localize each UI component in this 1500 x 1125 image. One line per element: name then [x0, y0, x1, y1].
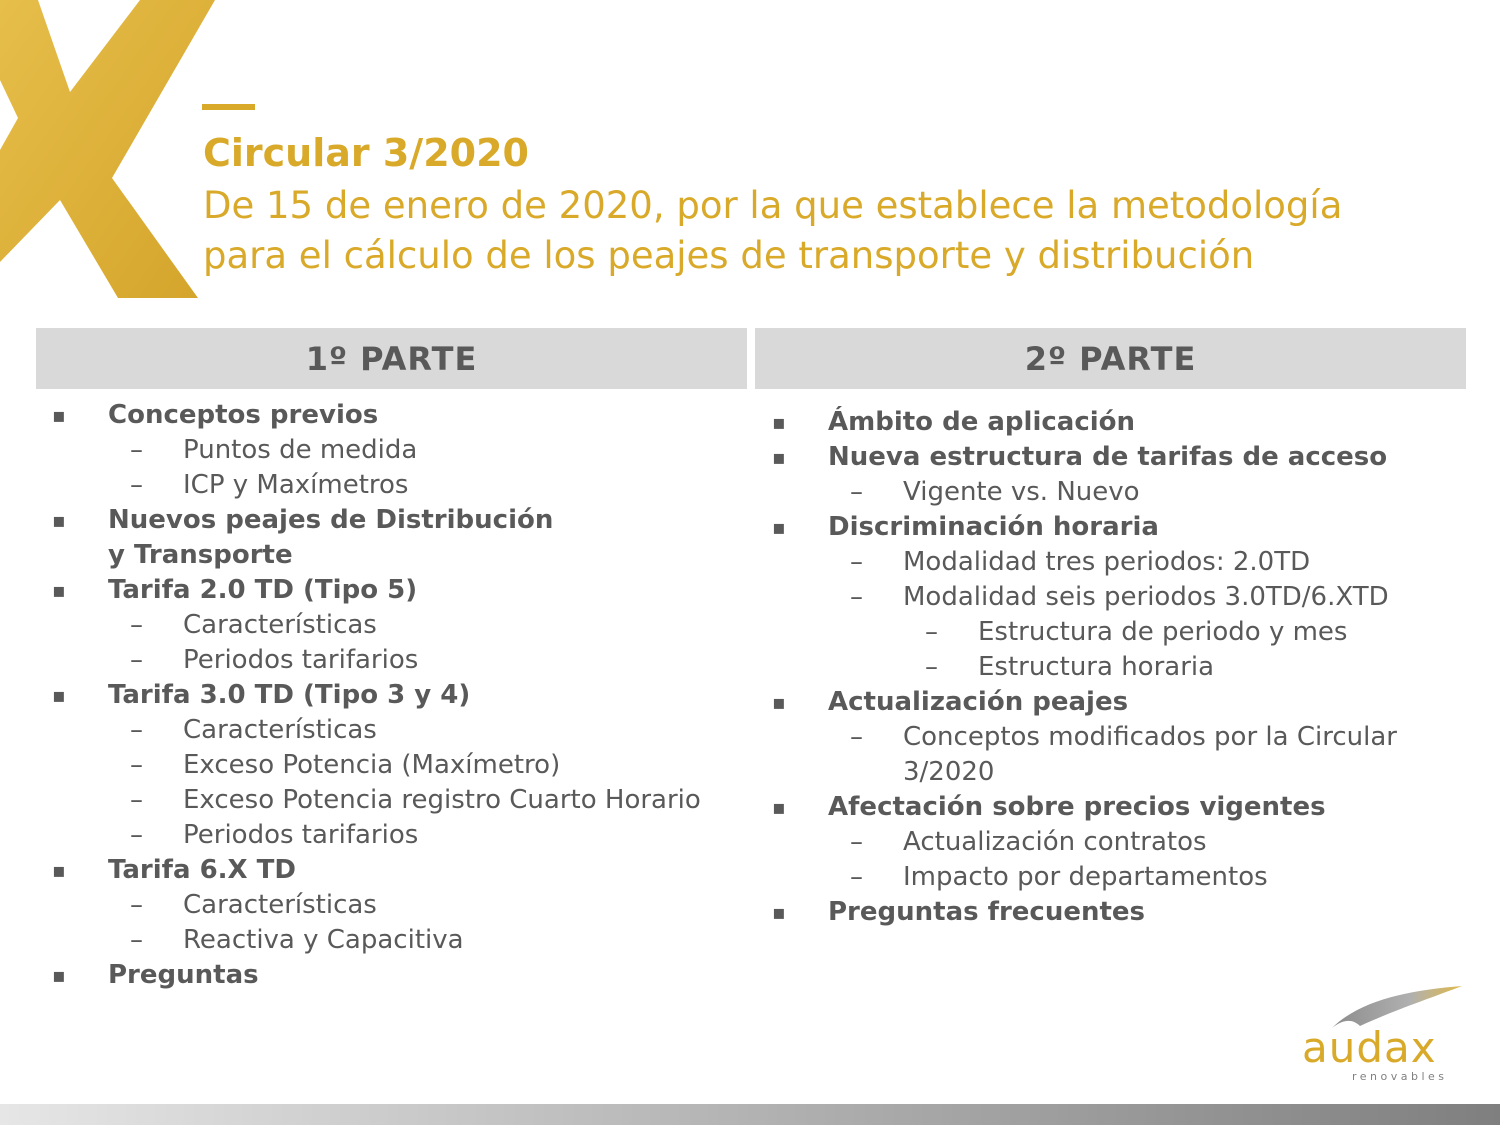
part2-list	[720, 405, 1480, 930]
page-subtitle: De 15 de enero de 2020, por la que establece la metodología para el cálculo de los peajes de transporte y distribución	[203, 184, 1343, 277]
list-item: ▪ Tarifa 3.0 TD (Tipo 3 y 4)	[0, 678, 740, 713]
list-item: – Características	[0, 888, 740, 923]
list-item: – Vigente vs. Nuevo	[720, 475, 1480, 510]
list-item: – Estructura horaria	[720, 650, 1480, 685]
list-item: ▪ Conceptos previos	[0, 398, 740, 433]
list-item: – Exceso Potencia registro Cuarto Horario	[0, 783, 740, 818]
audax-logo	[1300, 980, 1465, 1085]
decorative-x-shape	[0, 0, 230, 310]
bottom-gradient-bar	[0, 1104, 1500, 1125]
list-item: – Modalidad tres periodos: 2.0TD	[720, 545, 1480, 580]
list-item: – Periodos tarifarios	[0, 818, 740, 853]
list-item: – Puntos de medida	[0, 433, 740, 468]
logo-tagline: renovables	[1352, 1070, 1448, 1083]
list-item: – Características	[0, 713, 740, 748]
logo-wordmark: audax	[1302, 1023, 1437, 1072]
list-item: ▪ Tarifa 6.X TD	[0, 853, 740, 888]
list-item: ▪ Afectación sobre precios vigentes	[720, 790, 1480, 825]
list-item: – Estructura de periodo y mes	[720, 615, 1480, 650]
list-item: – Modalidad seis periodos 3.0TD/6.XTD	[720, 580, 1480, 615]
part2-heading: 2º PARTE	[755, 328, 1466, 389]
list-item: ▪ Preguntas	[0, 958, 740, 993]
list-item: ▪ Preguntas frecuentes	[720, 895, 1480, 930]
list-item: – Actualización contratos	[720, 825, 1480, 860]
list-item: – Reactiva y Capacitiva	[0, 923, 740, 958]
list-item: – Periodos tarifarios	[0, 643, 740, 678]
list-item: ▪ Discriminación horaria	[720, 510, 1480, 545]
list-item: ▪ Actualización peajes	[720, 685, 1480, 720]
list-item: – ICP y Maxímetros	[0, 468, 740, 503]
part1-heading: 1º PARTE	[36, 328, 747, 389]
list-item: ▪ Tarifa 2.0 TD (Tipo 5)	[0, 573, 740, 608]
accent-dash	[202, 104, 255, 110]
list-item: ▪ Nueva estructura de tarifas de acceso	[720, 440, 1480, 475]
part1-list	[0, 398, 740, 993]
page-title: Circular 3/2020	[203, 131, 529, 175]
list-item: – Características	[0, 608, 740, 643]
list-item: – Conceptos modificados por la Circular 3/2020	[720, 720, 1403, 790]
list-item: – Impacto por departamentos	[720, 860, 1480, 895]
list-item: – Exceso Potencia (Maxímetro)	[0, 748, 740, 783]
list-item: ▪ Nuevos peajes de Distribución y Transporte	[0, 503, 578, 573]
list-item: ▪ Ámbito de aplicación	[720, 405, 1480, 440]
